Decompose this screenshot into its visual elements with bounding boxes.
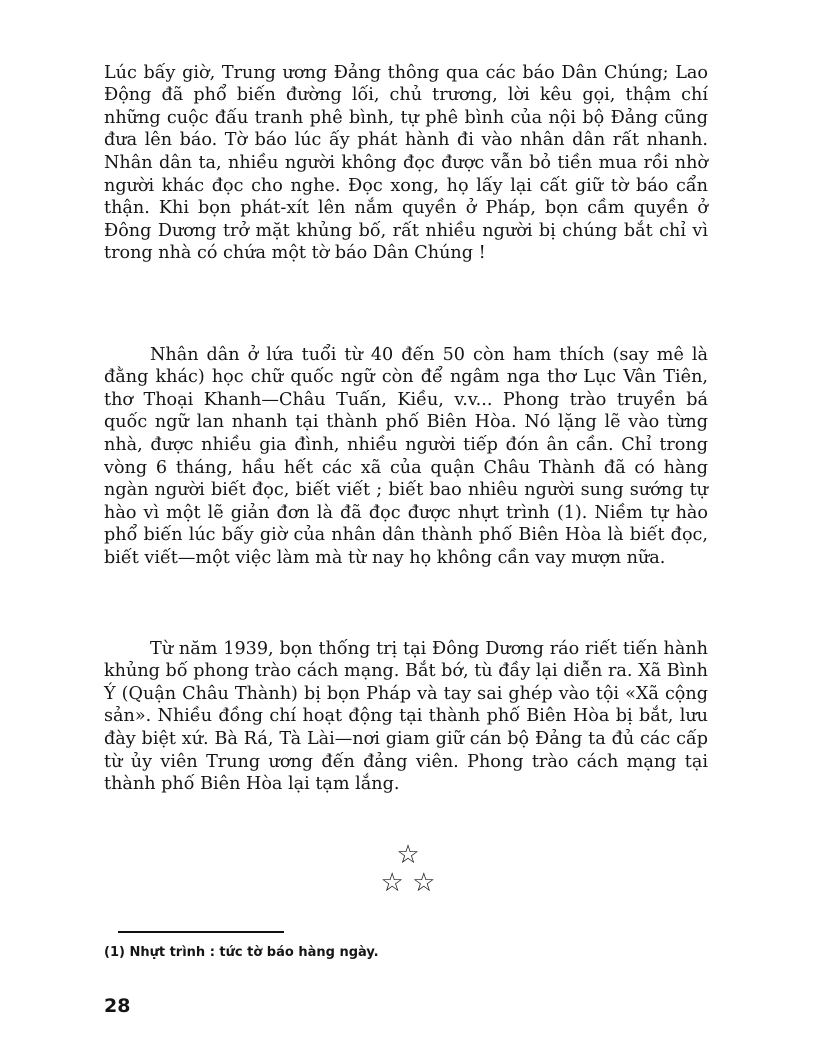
star-ornament-bottom: ☆ ☆ bbox=[380, 868, 436, 898]
paragraph-1: Lúc bấy giờ, Trung ương Đảng thông qua các báo Dân Chúng; Lao Động đã phổ biến đường lối, chủ trương, lời kêu gọi, thậm chí những cuộc đấu tranh phê bình, tự phê bình của nội bộ Đảng cũng đưa lên báo. Tờ báo lúc ấy phát hành đi vào nhân dân rất nhanh. Nhân dân ta, nhiều người không đọc được vẫn bỏ tiền mua rồi nhờ người khác đọc cho nghe. Đọc xong, họ lấy lại cất giữ tờ báo cẩn thận. Khi bọn phát-xít lên nắm quyền ở Pháp, bọn cầm quyền ở Đông Dương trở mặt khủng bố, rất nhiều người bị chúng bắt chỉ vì trong nhà có chứa một tờ báo Dân Chúng ! bbox=[104, 62, 708, 264]
star-ornament-top: ☆ bbox=[396, 840, 420, 870]
paragraph-3: Từ năm 1939, bọn thống trị tại Đông Dương ráo riết tiến hành khủng bố phong trào cách mạng. Bắt bớ, tù đầy lại diễn ra. Xã Bình Ý (Quận Châu Thành) bị bọn Pháp và tay sai ghép vào tội «Xã cộng sản». Nhiều đồng chí hoạt động tại thành phố Biên Hòa bị bắt, lưu đày biệt xứ. Bà Rá, Tà Lài—nơi giam giữ cán bộ Đảng ta đủ các cấp từ ủy viên Trung ương đến đảng viên. Phong trào cách mạng tại thành phố Biên Hòa lại tạm lắng. bbox=[104, 638, 708, 795]
paragraph-2: Nhân dân ở lứa tuổi từ 40 đến 50 còn ham thích (say mê là đằng khác) học chữ quốc ngữ còn để ngâm nga thơ Lục Vân Tiên, thơ Thoại Khanh—Châu Tuấn, Kiều, v.v... Phong trào truyền bá quốc ngữ lan nhanh tại thành phố Biên Hòa. Nó lặng lẽ vào từng nhà, được nhiều gia đình, nhiều người tiếp đón ân cần. Chỉ trong vòng 6 tháng, hầu hết các xã của quận Châu Thành đã có hàng ngàn người biết đọc, biết viết ; biết bao nhiêu người sung sướng tự hào vì một lẽ giản đơn là đã đọc được nhựt trình (1). Niềm tự hào phổ biến lúc bấy giờ của nhân dân thành phố Biên Hòa là biết đọc, biết viết—một việc làm mà từ nay họ không cần vay mượn nữa. bbox=[104, 344, 708, 568]
footnote-divider bbox=[118, 931, 284, 933]
footnote: (1) Nhựt trình : tức tờ báo hàng ngày. bbox=[104, 945, 379, 960]
page-number: 28 bbox=[104, 995, 131, 1017]
